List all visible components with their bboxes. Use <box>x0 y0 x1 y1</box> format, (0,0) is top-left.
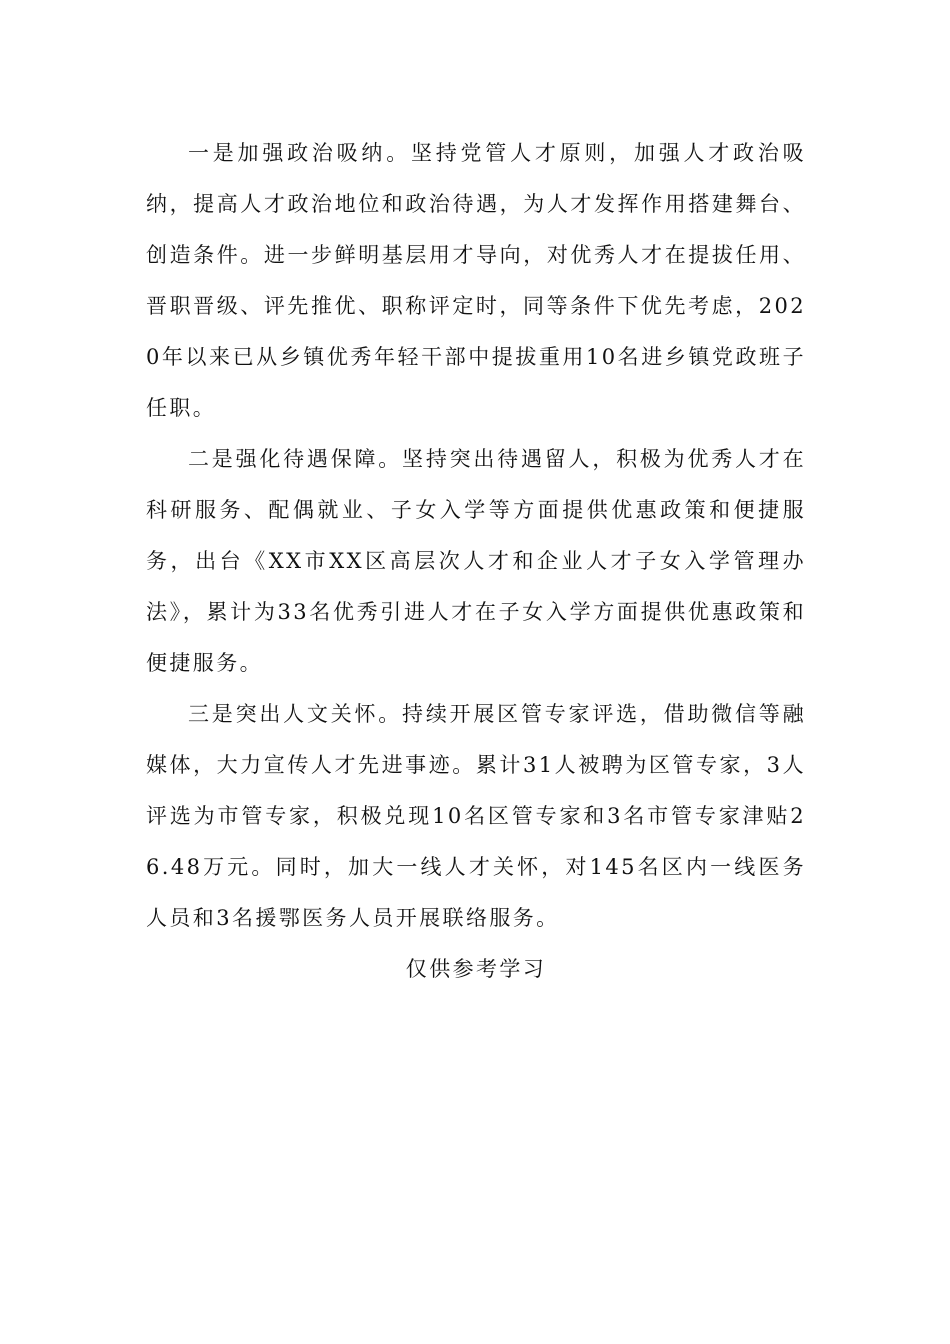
document-body <box>146 128 806 995</box>
paragraph-treatment-guarantee: 二是强化待遇保障。坚持突出待遇留人，积极为优秀人才在科研服务、配偶就业、子女入学等方面提供优惠政策和便捷服务，出台《XX市XX区高层次人才和企业人才子女入学管理办法》，累计为33名优秀引进人才在子女入学方面提供优惠政策和便捷服务。 <box>146 447 806 675</box>
paragraph-political-absorption: 一是加强政治吸纳。坚持党管人才原则，加强人才政治吸纳，提高人才政治地位和政治待遇，为人才发挥作用搭建舞台、创造条件。进一步鲜明基层用才导向，对优秀人才在提拔任用、晋职晋级、评先推优、职称评定时，同等条件下优先考虑，2020年以来已从乡镇优秀年轻干部中提拔重用10名进乡镇党政班子任职。 <box>146 141 806 420</box>
paragraph-humanistic-care: 三是突出人文关怀。持续开展区管专家评选，借助微信等融媒体，大力宣传人才先进事迹。累计31人被聘为区管专家，3人评选为市管专家，积极兑现10名区管专家和3名市管专家津贴26.48万元。同时，加大一线人才关怀，对145名区内一线医务人员和3名援鄂医务人员开展联络服务。 <box>146 702 806 930</box>
reference-note: 仅供参考学习 <box>405 957 547 981</box>
